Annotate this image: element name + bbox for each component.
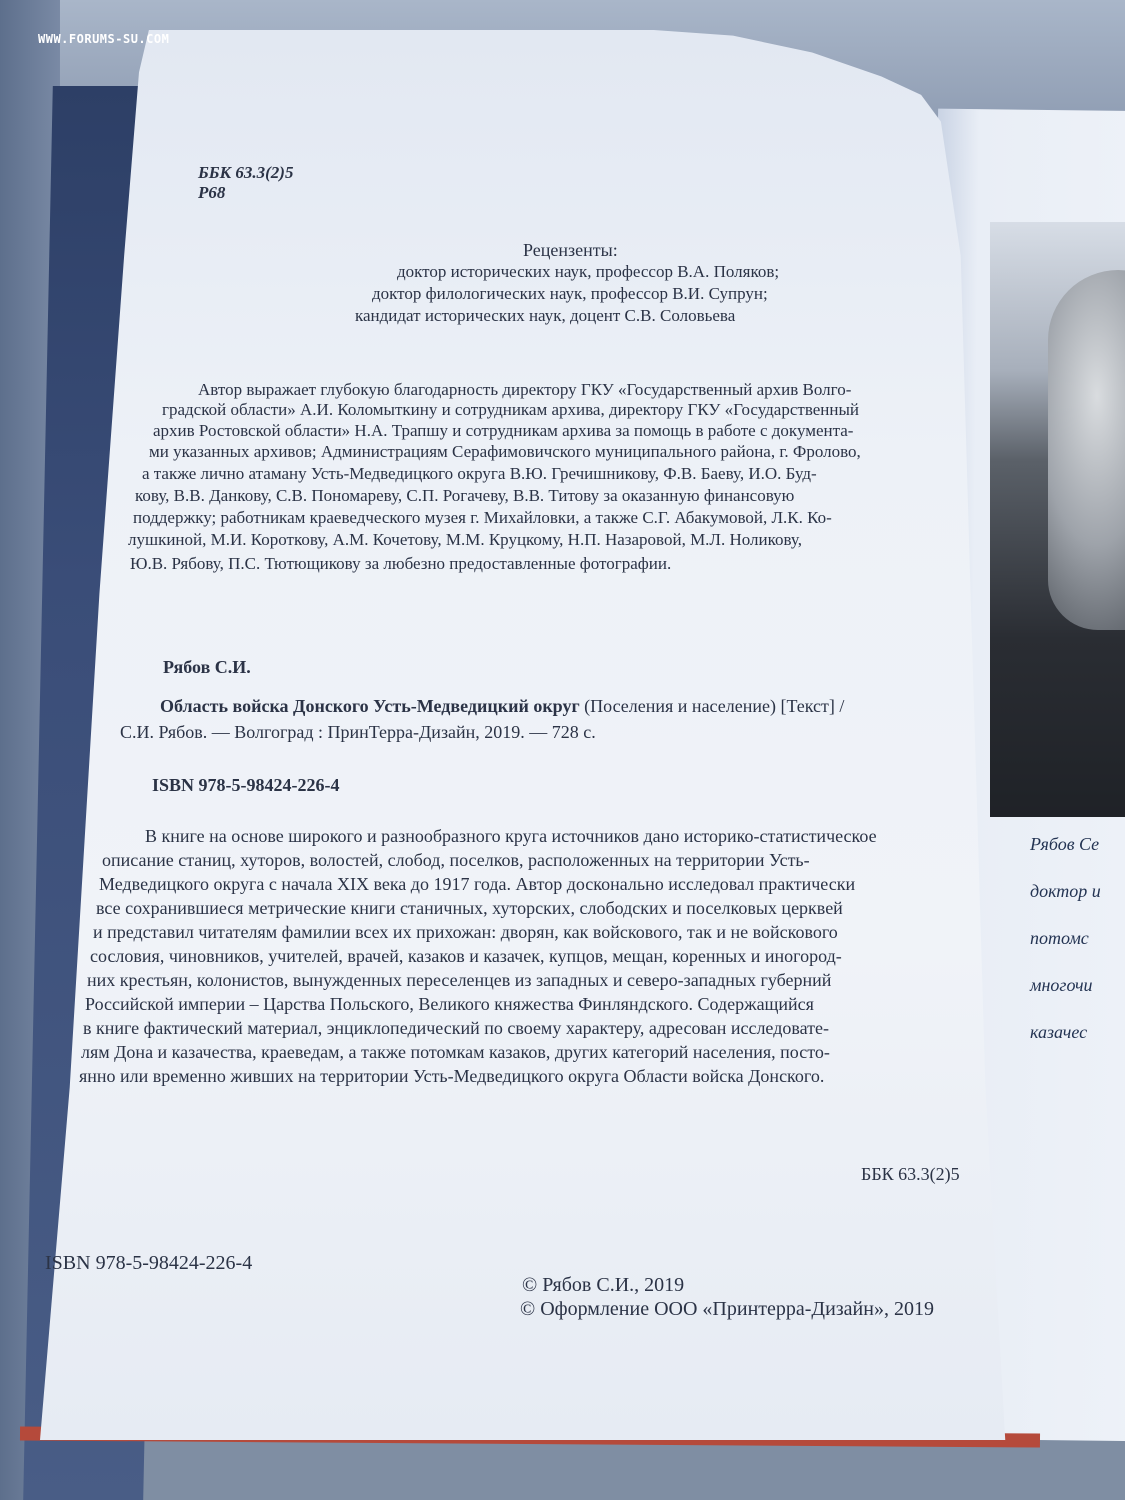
photo-caption: [1030, 835, 1125, 1070]
author-mark: Р68: [198, 182, 226, 202]
bbk-line: ББК 63.3(2)5: [198, 163, 294, 182]
abstract-line: Российской империи – Царства Польского, Великого княжества Финляндского. Содержащийся: [85, 994, 814, 1014]
acknowledgement-line: Ю.В. Рябову, П.С. Тютющикову за любезно предоставленные фотографии.: [130, 554, 672, 573]
acknowledgement-line: а также лично атаману Усть-Медведицкого округа В.Ю. Гречишникову, Ф.В. Баеву, И.О. Буд-: [142, 464, 817, 483]
reviewer-line: доктор филологических наук, профессор В.И. Супрун;: [372, 284, 768, 303]
acknowledgement-line: кову, В.В. Данкову, С.В. Пономареву, С.П. Рогачеву, В.В. Титову за оказанную финансовую: [135, 486, 795, 505]
acknowledgement-line: поддержку; работникам краеведческого музея г. Михайловки, а также С.Г. Абакумовой, Л.К. Ко-: [133, 508, 832, 527]
bbk-code-top: [198, 163, 293, 202]
book-title-rest: (Поселения и население) [Текст] /: [579, 696, 845, 716]
acknowledgement-line: ми указанных архивов; Администрациям Серафимовичского муниципального района, г. Фролово,: [149, 442, 861, 461]
caption-line: доктор и: [1030, 881, 1101, 901]
bibliographic-title: [160, 696, 844, 717]
abstract-line: сословия, чиновников, учителей, врачей, казаков и казачек, купцов, мещан, коренных и иногород-: [90, 946, 842, 966]
copyright-author: © Рябов С.И., 2019: [522, 1274, 685, 1296]
isbn-main: ISBN 978-5-98424-226-4: [152, 775, 340, 795]
abstract-line: описание станиц, хуторов, волостей, слобод, поселков, расположенных на территории Усть-: [102, 850, 810, 870]
watermark: WWW.FORUMS-SU.COM: [38, 32, 170, 46]
acknowledgement-line: Автор выражает глубокую благодарность директору ГКУ «Государственный архив Волго-: [198, 380, 852, 399]
reviewers-heading: Рецензенты:: [523, 240, 618, 260]
abstract-line: янно или временно живших на территории Усть-Медведицкого округа Области войска Донского.: [79, 1066, 825, 1086]
abstract-line: них крестьян, колонистов, вынужденных переселенцев из западных и северо-западных губерний: [87, 970, 832, 990]
bbk-code-bottom: ББК 63.3(2)5: [861, 1164, 960, 1184]
caption-line: казачес: [1030, 1022, 1088, 1042]
caption-line: многочи: [1030, 975, 1093, 995]
acknowledgement-line: градской области» А.И. Коломыткину и сотрудникам архива, директору ГКУ «Государственный: [162, 400, 860, 419]
publication-info: С.И. Рябов. — Волгоград : ПринТерра-Дизайн, 2019. — 728 с.: [120, 722, 596, 742]
abstract-line: В книге на основе широкого и разнообразного круга источников дано историко-статистическое: [145, 826, 877, 846]
reviewer-line: кандидат исторических наук, доцент С.В. Соловьева: [355, 306, 736, 325]
copyright-design: © Оформление ООО «Принтерра-Дизайн», 2019: [520, 1298, 934, 1320]
book-title: Область войска Донского Усть-Медведицкий округ: [160, 696, 580, 716]
abstract-line: и представил читателям фамилии всех их прихожан: дворян, как войскового, так и не войскового: [93, 922, 838, 942]
abstract-line: Медведицкого округа с начала XIX века до 1917 года. Автор досконально исследовал практически: [99, 874, 856, 894]
caption-line: Рябов Се: [1030, 834, 1100, 854]
reviewer-line: доктор исторических наук, профессор В.А. Поляков;: [397, 262, 780, 281]
acknowledgement-line: лушкиной, М.И. Короткову, А.М. Кочетову, М.М. Круцкому, Н.П. Назаровой, М.Л. Ноликову,: [128, 530, 802, 549]
isbn-bottom: ISBN 978-5-98424-226-4: [45, 1252, 253, 1274]
abstract-line: в книге фактический материал, энциклопедический по своему характеру, адресован исследовате-: [83, 1018, 829, 1038]
author-portrait-photo: [990, 222, 1125, 817]
acknowledgement-line: архив Ростовской области» Н.А. Трапшу и сотрудникам архива за помощь в работе с документа-: [153, 421, 854, 440]
author-name: Рябов С.И.: [163, 657, 251, 677]
caption-line: потомс: [1030, 928, 1089, 948]
abstract-line: все сохранившиеся метрические книги станичных, хуторских, слободских и поселковых церквей: [96, 898, 843, 918]
abstract-line: лям Дона и казачества, краеведам, а также потомкам казаков, других категорий населения, посто-: [81, 1042, 830, 1062]
